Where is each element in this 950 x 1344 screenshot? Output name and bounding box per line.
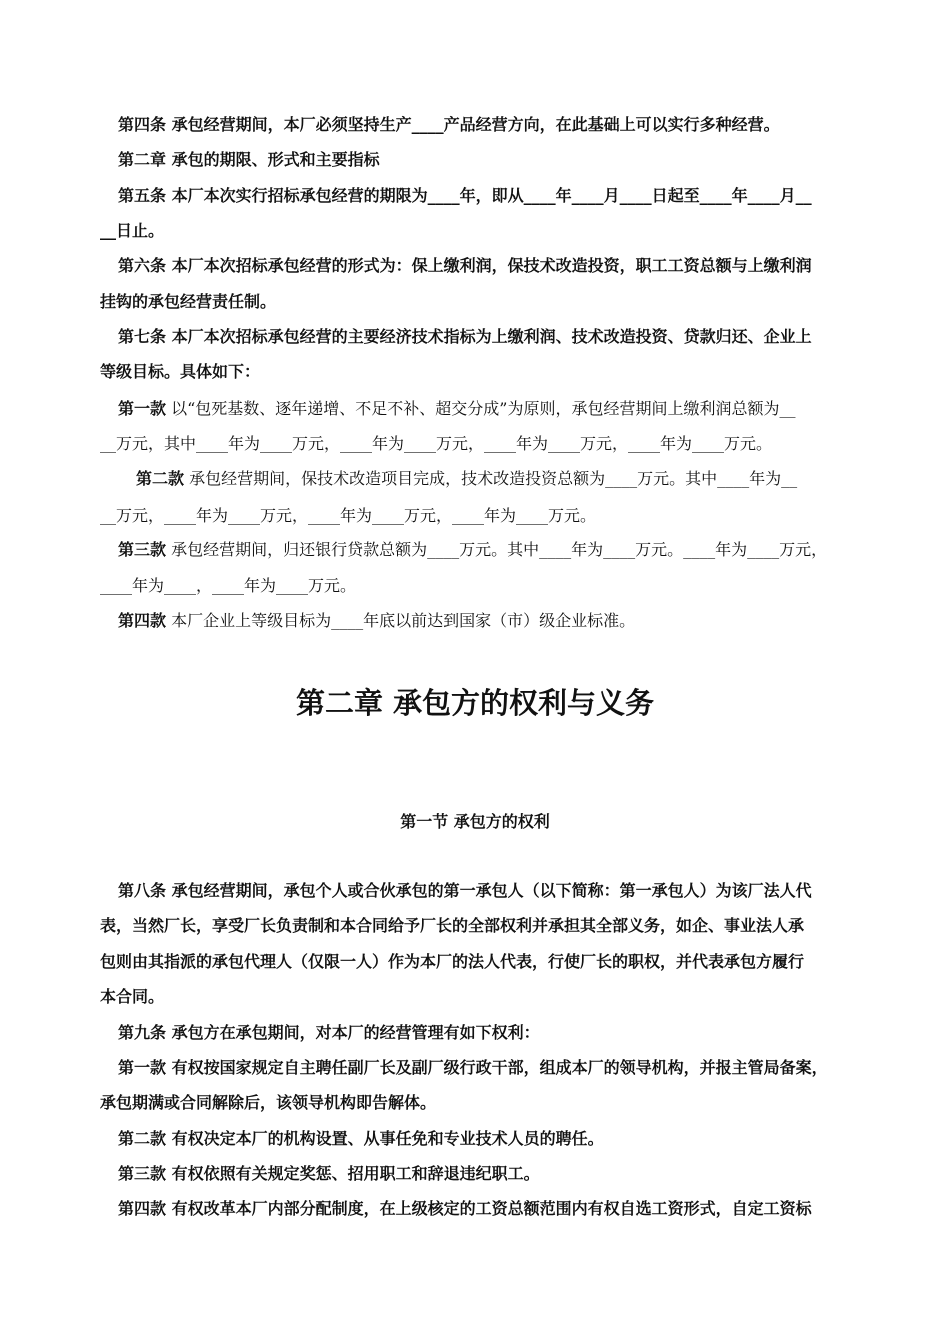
clause-2-text: 承包经营期间，保技术改造项目完成，技术改造投资总额为____万元。其中____年为__ xyxy=(184,469,798,488)
article-5-cont: __日止。 xyxy=(100,221,165,240)
rights-clause-3: 第三款 有权依照有关规定奖惩、招用职工和辞退违纪职工。 xyxy=(118,1164,540,1183)
section-title: 第一节 承包方的权利 xyxy=(400,812,550,831)
clause-1-cont: __万元，其中____年为____万元，____年为____万元，____年为____万元，____年为____万元。 xyxy=(100,434,773,453)
article-8-cont-3: 本合同。 xyxy=(100,987,165,1006)
chapter-2-heading-inline: 第二章 承包的期限、形式和主要指标 xyxy=(118,150,380,169)
clause-3-cont: ____年为____，____年为____万元。 xyxy=(100,576,357,595)
chapter-title: 第二章 承包方的权利与义务 xyxy=(295,686,655,720)
article-8: 第八条 承包经营期间，承包个人或合伙承包的第一承包人（以下简称：第一承包人）为该厂法人代 xyxy=(118,881,812,900)
article-8-cont-2: 包则由其指派的承包代理人（仅限一人）作为本厂的法人代表，行使厂长的职权，并代表承包方履行 xyxy=(100,952,805,971)
article-4: 第四条 承包经营期间，本厂必须坚持生产____产品经营方向，在此基础上可以实行多种经营。 xyxy=(118,115,780,134)
clause-1-label: 第一款 xyxy=(118,399,167,418)
clause-2-cont: __万元，____年为____万元，____年为____万元，____年为____万元。 xyxy=(100,506,597,525)
clause-2-label: 第二款 xyxy=(136,469,185,488)
clause-1 xyxy=(118,400,795,418)
article-9: 第九条 承包方在承包期间，对本厂的经营管理有如下权利： xyxy=(118,1023,540,1042)
clause-3 xyxy=(118,541,827,559)
rights-clause-4: 第四款 有权改革本厂内部分配制度，在上级核定的工资总额范围内有权自选工资形式，自定工资标 xyxy=(118,1199,812,1218)
clause-3-label: 第三款 xyxy=(118,540,167,559)
article-6-cont: 挂钩的承包经营责任制。 xyxy=(100,292,277,311)
article-7-cont: 等级目标。具体如下： xyxy=(100,362,261,381)
rights-clause-1-cont: 承包期满或合同解除后，该领导机构即告解体。 xyxy=(100,1093,437,1112)
article-5: 第五条 本厂本次实行招标承包经营的期限为____年，即从____年____月____日起至____年____月__ xyxy=(118,186,812,205)
clause-4-label: 第四款 xyxy=(118,611,167,630)
clause-2 xyxy=(136,470,797,488)
rights-clause-1: 第一款 有权按国家规定自主聘任副厂长及副厂级行政干部，组成本厂的领导机构，并报主管局备案， xyxy=(118,1058,828,1077)
clause-3-text: 承包经营期间，归还银行贷款总额为____万元。其中____年为____万元。____年为____万元， xyxy=(166,540,828,559)
rights-clause-2: 第二款 有权决定本厂的机构设置、从事任免和专业技术人员的聘任。 xyxy=(118,1129,604,1148)
clause-4 xyxy=(118,612,635,630)
article-6: 第六条 本厂本次招标承包经营的形式为：保上缴利润，保技术改造投资，职工工资总额与上缴利润 xyxy=(118,256,812,275)
article-7: 第七条 本厂本次招标承包经营的主要经济技术指标为上缴利润、技术改造投资、贷款归还、企业上 xyxy=(118,327,812,346)
article-8-cont-1: 表，当然厂长，享受厂长负责制和本合同给予厂长的全部权利并承担其全部义务，如企、事业法人承 xyxy=(100,916,805,935)
clause-4-text: 本厂企业上等级目标为____年底以前达到国家（市）级企业标准。 xyxy=(166,611,636,630)
clause-1-text: 以“包死基数、逐年递增、不足不补、超交分成”为原则，承包经营期间上缴利润总额为__ xyxy=(166,399,796,418)
